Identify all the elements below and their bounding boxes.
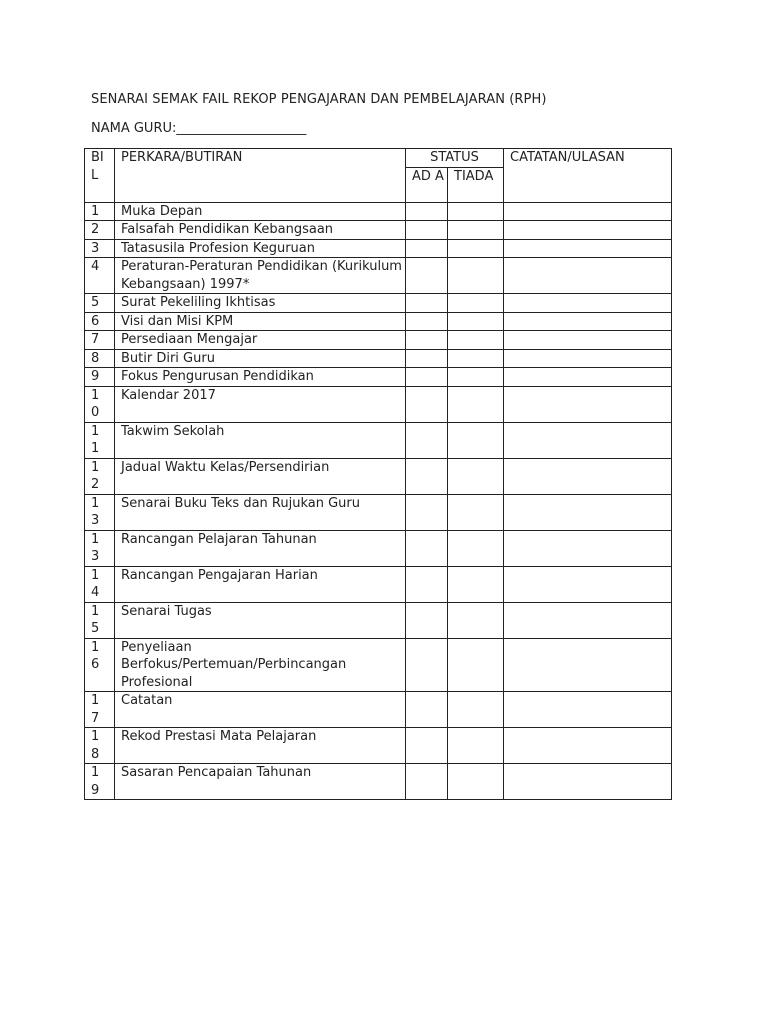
row-number: 1 7: [85, 692, 115, 728]
notes-cell[interactable]: [504, 422, 672, 458]
row-number: 1 8: [85, 728, 115, 764]
tiada-checkbox-cell[interactable]: [448, 386, 504, 422]
ada-checkbox-cell[interactable]: [406, 386, 448, 422]
table-row: [85, 221, 672, 240]
row-item: Rancangan Pengajaran Harian: [115, 566, 406, 602]
table-row: [85, 566, 672, 602]
row-item: Penyeliaan Berfokus/Pertemuan/Perbincangan Profesional: [115, 638, 406, 692]
tiada-checkbox-cell[interactable]: [448, 422, 504, 458]
row-item: Rekod Prestasi Mata Pelajaran: [115, 728, 406, 764]
ada-checkbox-cell[interactable]: [406, 494, 448, 530]
tiada-checkbox-cell[interactable]: [448, 638, 504, 692]
notes-cell[interactable]: [504, 202, 672, 221]
tiada-checkbox-cell[interactable]: [448, 349, 504, 368]
ada-checkbox-cell[interactable]: [406, 458, 448, 494]
tiada-checkbox-cell[interactable]: [448, 258, 504, 294]
table-row: [85, 728, 672, 764]
notes-cell[interactable]: [504, 294, 672, 313]
row-number: 9: [85, 368, 115, 387]
notes-cell[interactable]: [504, 331, 672, 350]
row-item: Visi dan Misi KPM: [115, 312, 406, 331]
ada-checkbox-cell[interactable]: [406, 239, 448, 258]
tiada-checkbox-cell[interactable]: [448, 458, 504, 494]
row-number: 8: [85, 349, 115, 368]
table-row: [85, 239, 672, 258]
table-row: [85, 331, 672, 350]
row-number: 3: [85, 239, 115, 258]
ada-checkbox-cell[interactable]: [406, 764, 448, 800]
notes-cell[interactable]: [504, 258, 672, 294]
ada-checkbox-cell[interactable]: [406, 258, 448, 294]
ada-checkbox-cell[interactable]: [406, 638, 448, 692]
checklist-table: [84, 148, 672, 800]
notes-cell[interactable]: [504, 386, 672, 422]
table-row: [85, 638, 672, 692]
notes-cell[interactable]: [504, 494, 672, 530]
row-number: 1 1: [85, 422, 115, 458]
ada-checkbox-cell[interactable]: [406, 566, 448, 602]
row-number: 7: [85, 331, 115, 350]
row-item: Sasaran Pencapaian Tahunan: [115, 764, 406, 800]
ada-checkbox-cell[interactable]: [406, 422, 448, 458]
row-item: Rancangan Pelajaran Tahunan: [115, 530, 406, 566]
table-row: [85, 764, 672, 800]
row-item: Butir Diri Guru: [115, 349, 406, 368]
row-number: 1 6: [85, 638, 115, 692]
row-number: 1 4: [85, 566, 115, 602]
ada-checkbox-cell[interactable]: [406, 602, 448, 638]
row-item: Takwim Sekolah: [115, 422, 406, 458]
row-number: 1 5: [85, 602, 115, 638]
notes-cell[interactable]: [504, 764, 672, 800]
row-item: Catatan: [115, 692, 406, 728]
tiada-checkbox-cell[interactable]: [448, 692, 504, 728]
row-item: Falsafah Pendidikan Kebangsaan: [115, 221, 406, 240]
tiada-checkbox-cell[interactable]: [448, 368, 504, 387]
table-row: [85, 494, 672, 530]
ada-checkbox-cell[interactable]: [406, 294, 448, 313]
row-item: Muka Depan: [115, 202, 406, 221]
notes-cell[interactable]: [504, 692, 672, 728]
row-number: 2: [85, 221, 115, 240]
ada-checkbox-cell[interactable]: [406, 202, 448, 221]
row-item: Fokus Pengurusan Pendidikan: [115, 368, 406, 387]
notes-cell[interactable]: [504, 349, 672, 368]
notes-cell[interactable]: [504, 368, 672, 387]
ada-checkbox-cell[interactable]: [406, 692, 448, 728]
header-ada: AD A: [406, 167, 448, 202]
notes-cell[interactable]: [504, 458, 672, 494]
row-number: 4: [85, 258, 115, 294]
table-row: [85, 422, 672, 458]
ada-checkbox-cell[interactable]: [406, 349, 448, 368]
row-number: 1 9: [85, 764, 115, 800]
header-item: PERKARA/BUTIRAN: [115, 149, 406, 203]
notes-cell[interactable]: [504, 728, 672, 764]
teacher-name-field: NAMA GURU:____________________: [91, 121, 307, 136]
tiada-checkbox-cell[interactable]: [448, 239, 504, 258]
header-row: [85, 149, 672, 168]
table-row: [85, 258, 672, 294]
notes-cell[interactable]: [504, 602, 672, 638]
row-item: Senarai Buku Teks dan Rujukan Guru: [115, 494, 406, 530]
table-row: [85, 530, 672, 566]
row-number: 1 2: [85, 458, 115, 494]
tiada-checkbox-cell[interactable]: [448, 728, 504, 764]
ada-checkbox-cell[interactable]: [406, 530, 448, 566]
header-status: STATUS: [406, 149, 504, 168]
document-title: SENARAI SEMAK FAIL REKOP PENGAJARAN DAN PEMBELAJARAN (RPH): [91, 92, 547, 107]
header-tiada: TIADA: [448, 167, 504, 202]
header-notes: CATATAN/ULASAN: [504, 149, 672, 203]
ada-checkbox-cell[interactable]: [406, 312, 448, 331]
ada-checkbox-cell[interactable]: [406, 331, 448, 350]
header-bil: BI L: [85, 149, 115, 203]
table-row: [85, 458, 672, 494]
notes-cell[interactable]: [504, 638, 672, 692]
table-row: [85, 294, 672, 313]
ada-checkbox-cell[interactable]: [406, 368, 448, 387]
ada-checkbox-cell[interactable]: [406, 728, 448, 764]
notes-cell[interactable]: [504, 221, 672, 240]
row-item: Tatasusila Profesion Keguruan: [115, 239, 406, 258]
tiada-checkbox-cell[interactable]: [448, 566, 504, 602]
tiada-checkbox-cell[interactable]: [448, 764, 504, 800]
notes-cell[interactable]: [504, 239, 672, 258]
tiada-checkbox-cell[interactable]: [448, 312, 504, 331]
row-number: 5: [85, 294, 115, 313]
tiada-checkbox-cell[interactable]: [448, 602, 504, 638]
tiada-checkbox-cell[interactable]: [448, 221, 504, 240]
row-number: 1: [85, 202, 115, 221]
row-number: 1 3: [85, 530, 115, 566]
tiada-checkbox-cell[interactable]: [448, 294, 504, 313]
ada-checkbox-cell[interactable]: [406, 221, 448, 240]
row-number: 6: [85, 312, 115, 331]
row-number: 1 3: [85, 494, 115, 530]
tiada-checkbox-cell[interactable]: [448, 530, 504, 566]
table-row: [85, 602, 672, 638]
row-item: Kalendar 2017: [115, 386, 406, 422]
notes-cell[interactable]: [504, 566, 672, 602]
table-row: [85, 386, 672, 422]
row-item: Peraturan-Peraturan Pendidikan (Kurikulum Kebangsaan) 1997*: [115, 258, 406, 294]
tiada-checkbox-cell[interactable]: [448, 202, 504, 221]
table-row: [85, 349, 672, 368]
table-row: [85, 368, 672, 387]
notes-cell[interactable]: [504, 530, 672, 566]
tiada-checkbox-cell[interactable]: [448, 494, 504, 530]
notes-cell[interactable]: [504, 312, 672, 331]
table-row: [85, 202, 672, 221]
row-item: Surat Pekeliling Ikhtisas: [115, 294, 406, 313]
table-row: [85, 312, 672, 331]
table-row: [85, 692, 672, 728]
row-item: Senarai Tugas: [115, 602, 406, 638]
row-number: 1 0: [85, 386, 115, 422]
row-item: Persediaan Mengajar: [115, 331, 406, 350]
tiada-checkbox-cell[interactable]: [448, 331, 504, 350]
row-item: Jadual Waktu Kelas/Persendirian: [115, 458, 406, 494]
